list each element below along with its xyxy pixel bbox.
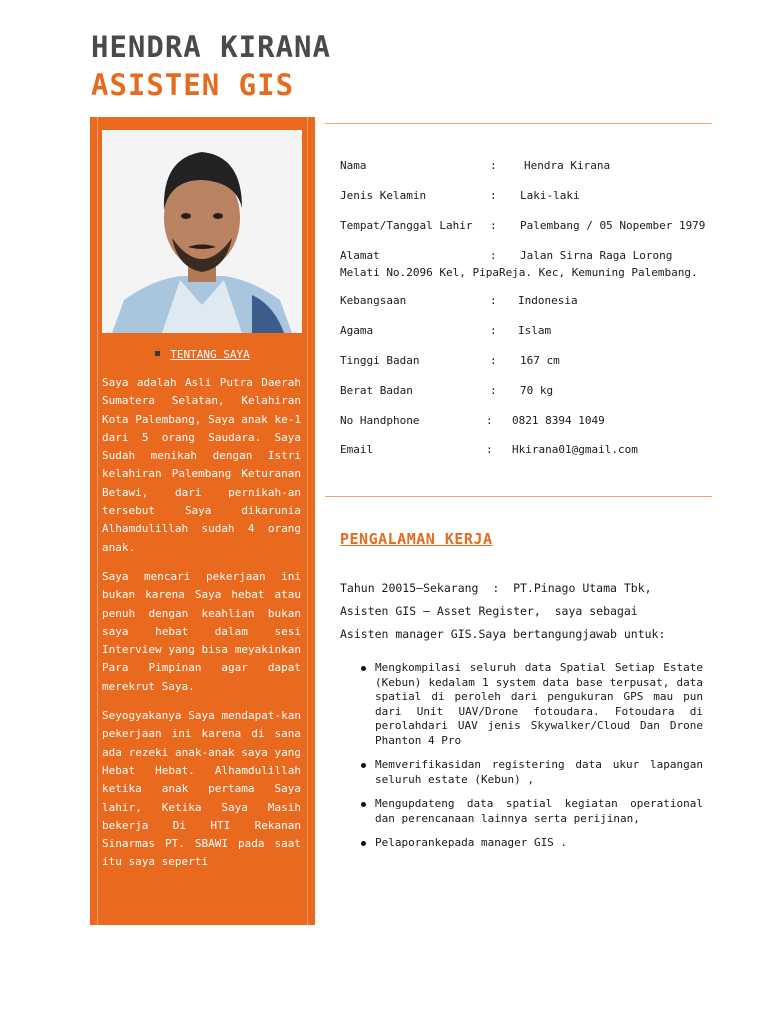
info-label: Alamat bbox=[340, 249, 380, 262]
bullet-dot-icon bbox=[361, 802, 366, 807]
info-value: 70 kg bbox=[520, 384, 554, 397]
about-heading-label: TENTANG SAYA bbox=[170, 348, 250, 361]
info-colon: : bbox=[486, 443, 493, 456]
info-value: 167 cm bbox=[520, 354, 560, 367]
info-label: Kebangsaan bbox=[340, 294, 407, 307]
duty-item bbox=[358, 797, 703, 826]
info-value: Palembang / 05 Nopember 1979 bbox=[520, 219, 706, 232]
duty-item bbox=[358, 758, 703, 787]
info-value: Islam bbox=[518, 324, 552, 337]
info-value: 0821 8394 1049 bbox=[512, 414, 605, 427]
about-paragraph: Seyogyakanya Saya mendapat-kan pekerjaan ini karena di sana ada rezeki anak-anak saya yang Hebat Hebat. Alhamdulillah ketika anak pertama Saya lahir, Ketika Saya Masih bekerja Di HTI Rekanan Sinarmas PT. SBAWI pada saat itu saya seperti bbox=[102, 709, 301, 869]
info-value: Laki-laki bbox=[520, 189, 580, 202]
info-value: Hkirana01@gmail.com bbox=[512, 443, 638, 456]
info-label: Agama bbox=[340, 324, 374, 337]
duty-text: Mengkompilasi seluruh data Spatial Setiap Estate (Kebun) kedalam 1 system data base terpusat, data spatial di peroleh dari pengukuran GPS mau pun dari Unit UAV/Drone fotoudara. Fotoudara di perolahdari UAV jenis Skywalker/Cloud Dan Drone Phanton 4 Pro bbox=[375, 661, 703, 747]
info-row-tinggi bbox=[340, 354, 560, 367]
about-text bbox=[102, 374, 301, 883]
info-row-nama bbox=[340, 159, 610, 172]
info-label: Jenis Kelamin bbox=[340, 189, 427, 202]
bullet-dot-icon bbox=[361, 666, 366, 671]
candidate-position: ASISTEN GIS bbox=[91, 68, 295, 102]
about-heading bbox=[90, 348, 315, 361]
info-row-email bbox=[340, 443, 638, 456]
experience-heading: PENGALAMAN KERJA bbox=[340, 530, 493, 548]
bullet-dot-icon bbox=[361, 763, 366, 768]
duty-text: Pelaporankepada manager GIS . bbox=[375, 836, 568, 849]
duty-item bbox=[358, 836, 703, 851]
info-label: Nama bbox=[340, 159, 367, 172]
info-label: Tinggi Badan bbox=[340, 354, 420, 367]
about-paragraph: Saya adalah Asli Putra Daerah Sumatera Selatan, Kelahiran Kota Palembang, Saya anak ke-1 dari 5 orang Saudara. Saya Sudah menikah dengan Istri kelahiran Palembang Keturanan Betawi, dari pernikah-an tersebut Saya dikarunia Alhamdulillah sudah 4 orang anak. bbox=[102, 376, 301, 554]
square-bullet-icon bbox=[155, 351, 160, 356]
info-colon: : bbox=[490, 354, 497, 367]
info-label: Berat Badan bbox=[340, 384, 413, 397]
info-row-alamat bbox=[340, 249, 672, 262]
info-colon: : bbox=[490, 159, 497, 172]
profile-photo bbox=[102, 130, 302, 333]
info-row-agama bbox=[340, 324, 551, 337]
duty-item bbox=[358, 661, 703, 748]
info-colon: : bbox=[490, 249, 497, 262]
duties-list bbox=[358, 661, 703, 861]
experience-line: Asisten GIS – Asset Register, saya sebagai bbox=[340, 604, 638, 618]
profile-sidebar bbox=[90, 117, 315, 925]
bullet-dot-icon bbox=[361, 841, 366, 846]
info-label: Tempat/Tanggal Lahir bbox=[340, 219, 473, 232]
info-value: Hendra Kirana bbox=[524, 159, 611, 172]
candidate-name: HENDRA KIRANA bbox=[91, 30, 331, 64]
info-row-berat bbox=[340, 384, 553, 397]
info-row-jenis-kelamin bbox=[340, 189, 580, 202]
mid-divider bbox=[325, 496, 712, 497]
info-colon: : bbox=[490, 324, 497, 337]
info-label: Email bbox=[340, 443, 374, 456]
info-colon: : bbox=[490, 219, 497, 232]
about-paragraph: Saya mencari pekerjaan ini bukan karena Saya hebat atau penuh dengan keahlian bukan saya hebat dalam sesi Interview yang bisa meyakinkan Para Pimpinan agar dapat merekrut Saya. bbox=[102, 569, 301, 693]
info-row-kebangsaan bbox=[340, 294, 578, 307]
info-colon: : bbox=[486, 414, 493, 427]
duty-text: Mengupdateng data spatial kegiatan operational dan perencanaan lainnya serta perijinan, bbox=[375, 797, 703, 825]
top-divider bbox=[325, 123, 712, 124]
info-label: No Handphone bbox=[340, 414, 420, 427]
info-row-hp bbox=[340, 414, 605, 427]
experience-line: Asisten manager GIS.Saya bertangungjawab untuk: bbox=[340, 627, 666, 641]
info-value: Indonesia bbox=[518, 294, 578, 307]
duty-text: Memverifikasidan registering data ukur lapangan seluruh estate (Kebun) , bbox=[375, 758, 703, 786]
info-colon: : bbox=[490, 294, 497, 307]
experience-line: Tahun 20015–Sekarang : PT.Pinago Utama Tbk, bbox=[340, 581, 652, 595]
info-alamat-line2: Melati No.2096 Kel, PipaReja. Kec, Kemuning Palembang. bbox=[340, 266, 698, 279]
portrait-image bbox=[102, 130, 302, 333]
info-colon: : bbox=[490, 384, 497, 397]
info-row-ttl bbox=[340, 219, 705, 232]
info-colon: : bbox=[490, 189, 497, 202]
info-value: Jalan Sirna Raga Lorong bbox=[520, 249, 673, 262]
